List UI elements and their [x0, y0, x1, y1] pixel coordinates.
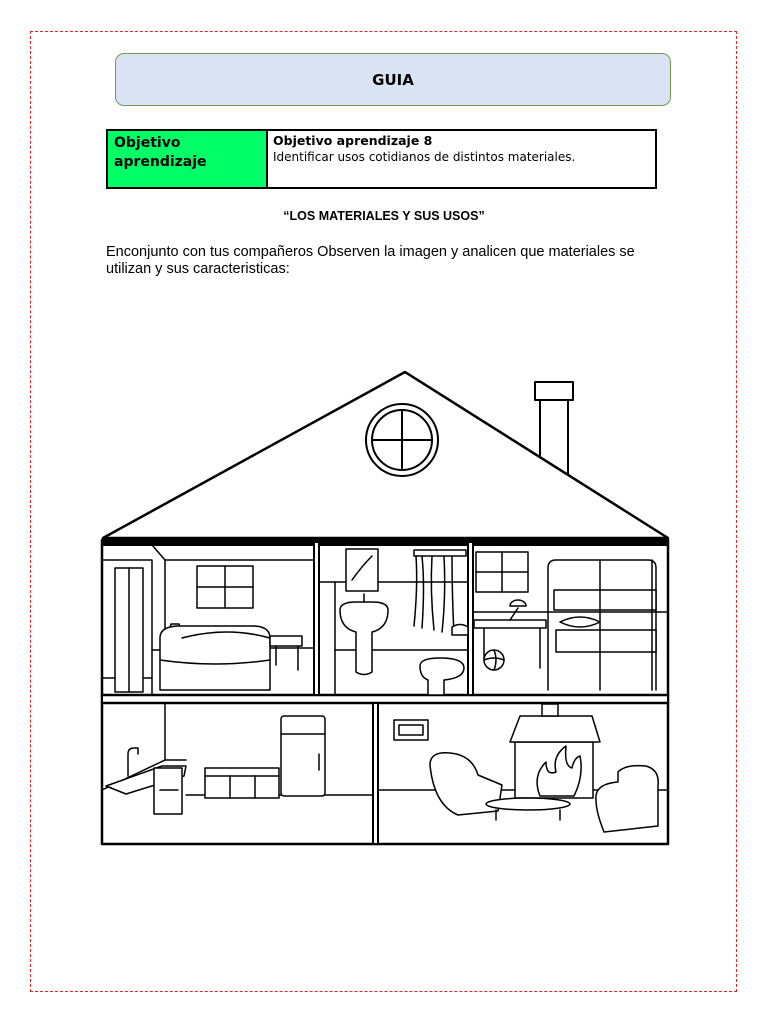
- roof: [103, 372, 668, 538]
- objective-table: [106, 129, 657, 189]
- objective-label: Objetivo aprendizaje: [108, 131, 268, 187]
- bathroom: [319, 549, 468, 695]
- section-title: “LOS MATERIALES Y SUS USOS”: [283, 209, 485, 223]
- bedroom: [102, 545, 314, 695]
- intro-text: Enconjunto con tus compañeros Observen la imagen y analicen que materiales se utilizan y sus caracteristicas:: [106, 244, 635, 277]
- guia-header: [115, 53, 671, 106]
- kitchen: [102, 703, 373, 814]
- objective-description: Identificar usos cotidianos de distintos materiales.: [273, 150, 576, 164]
- round-window: [366, 404, 438, 476]
- objective-content: [268, 131, 655, 187]
- objective-title: Objetivo aprendizaje 8: [273, 133, 433, 148]
- living-room: [378, 704, 668, 832]
- house-cross-section-icon: [95, 365, 675, 850]
- kids-room: [473, 552, 668, 690]
- guia-title: GUIA: [372, 70, 414, 89]
